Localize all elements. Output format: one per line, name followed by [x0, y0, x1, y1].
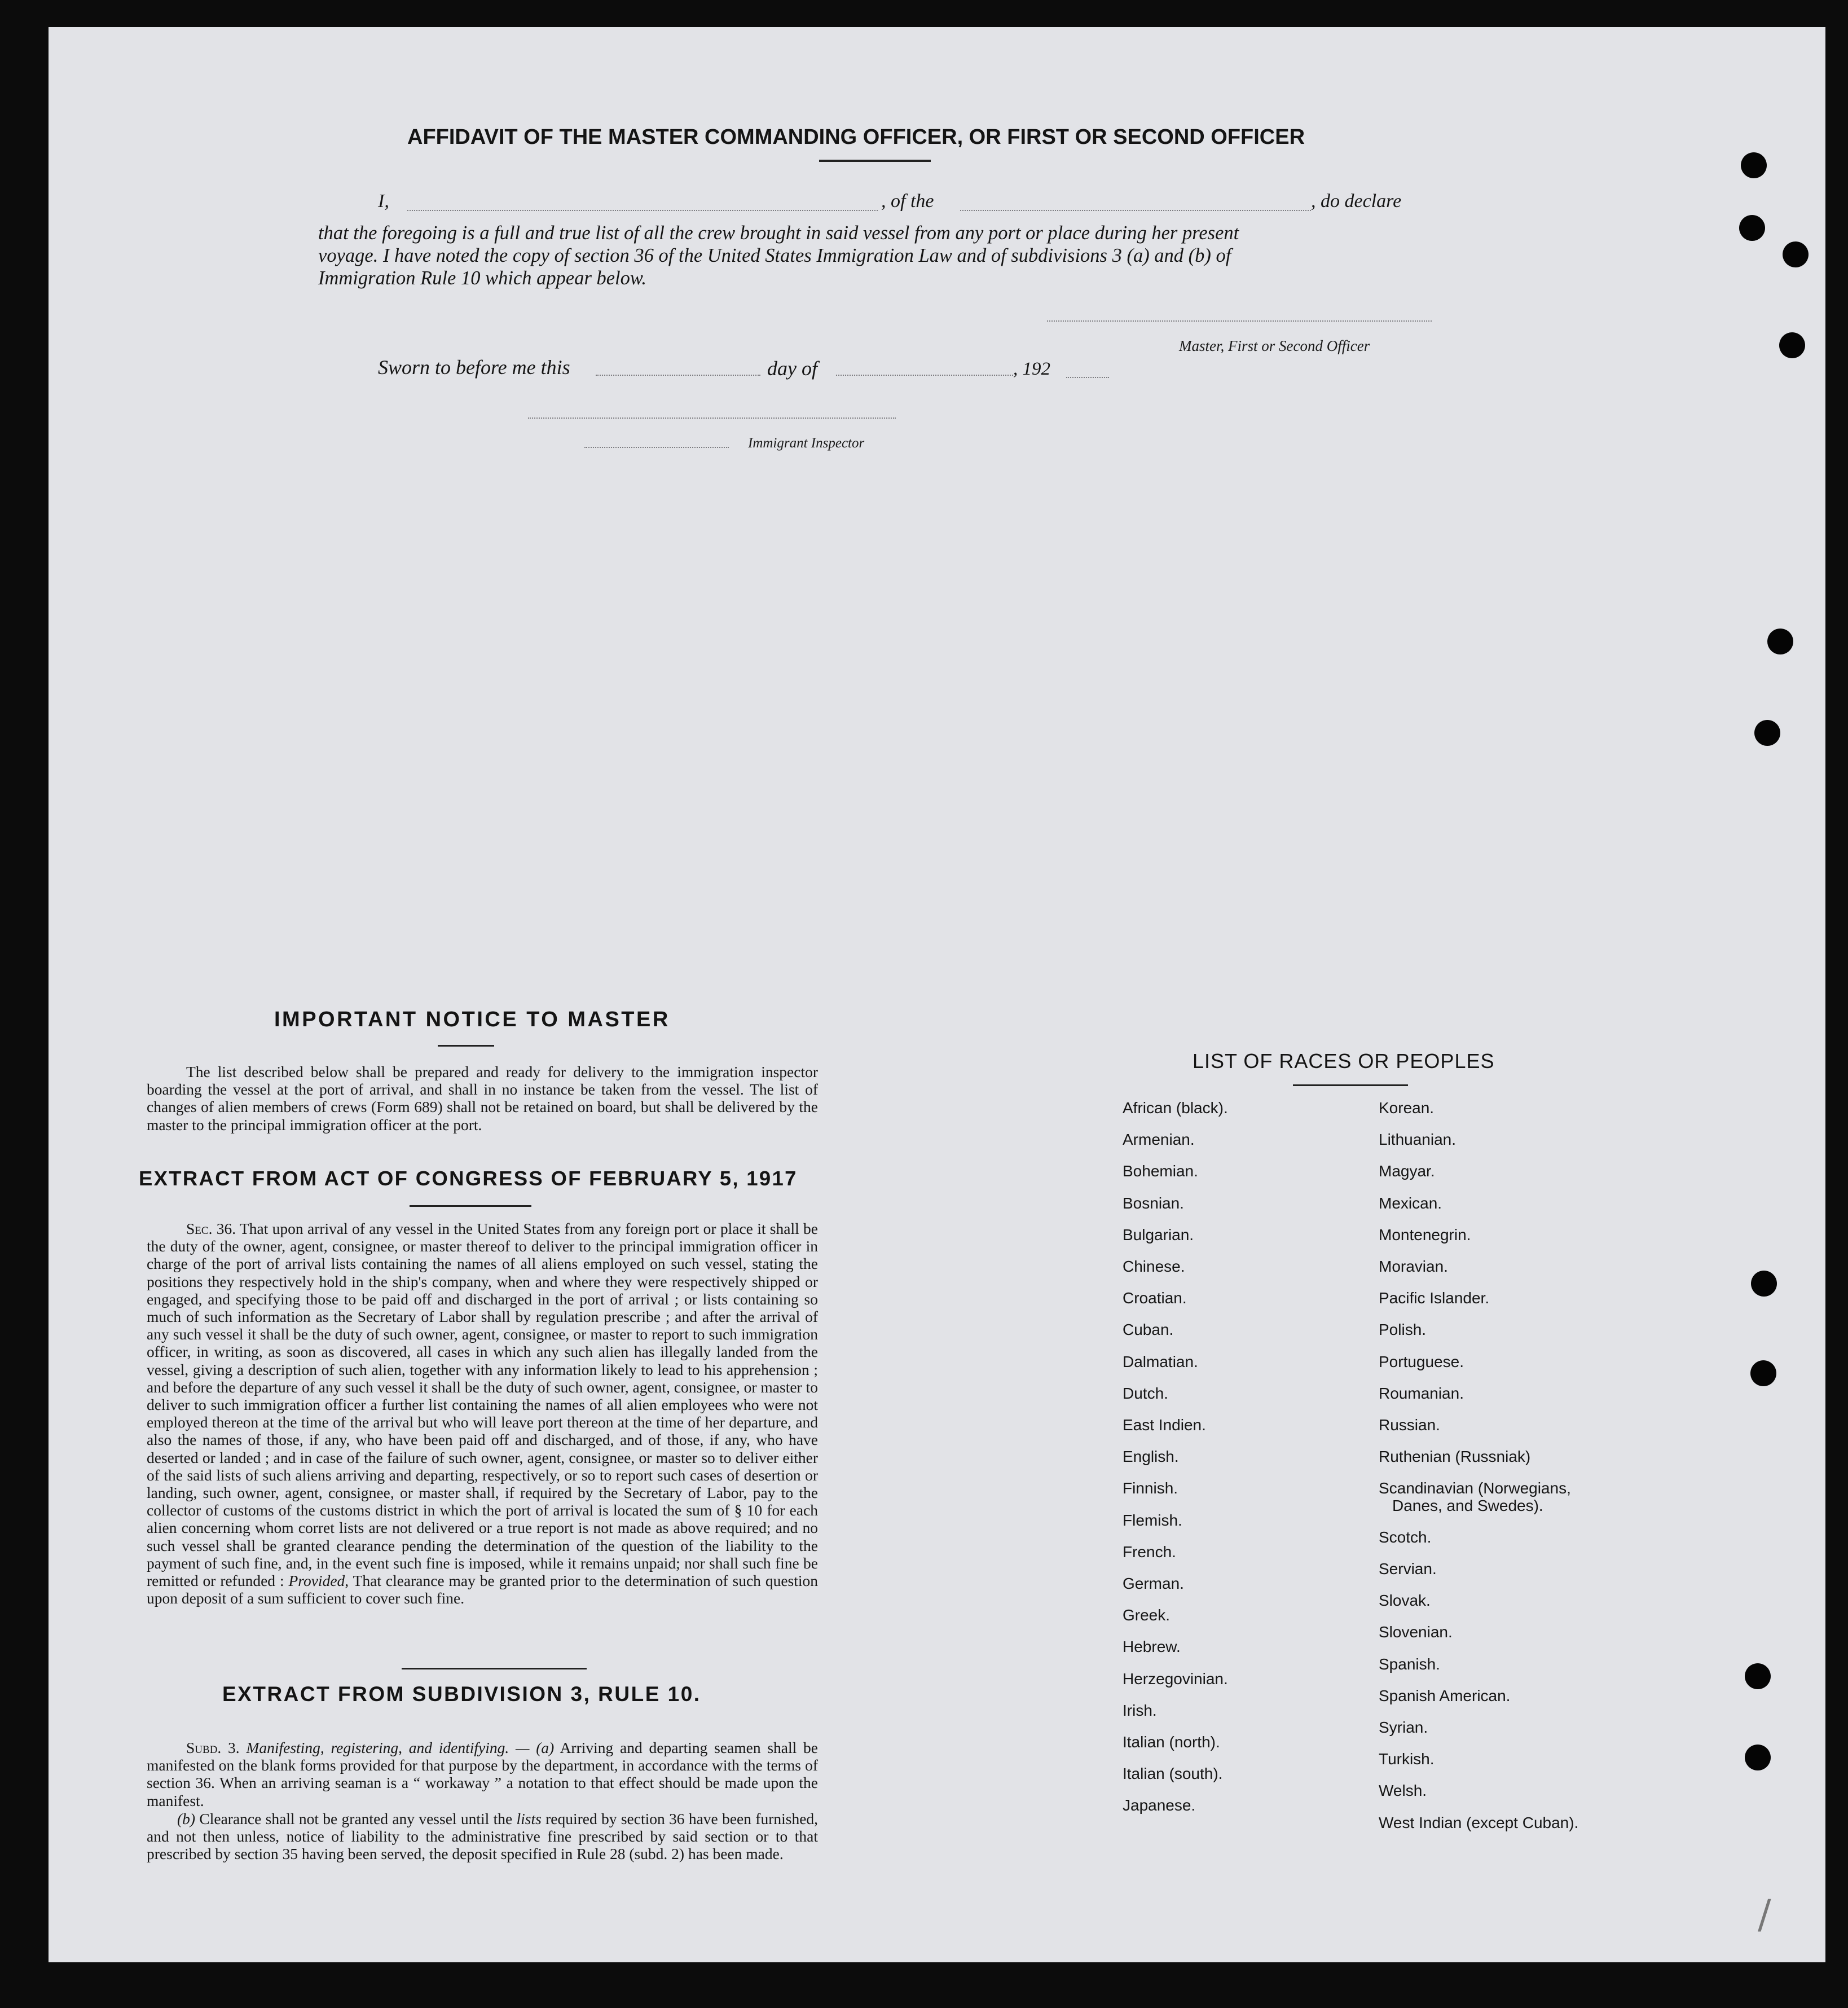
race-item: Roumanian.	[1379, 1384, 1464, 1402]
race-item: Scotch.	[1379, 1528, 1432, 1546]
section-divider	[402, 1668, 587, 1669]
sworn-day-line	[596, 375, 760, 376]
punch-hole	[1741, 152, 1767, 178]
subd-heading: Manifesting, registering, and identifying.	[246, 1739, 509, 1756]
race-item: Italian (north).	[1123, 1733, 1220, 1751]
punch-hole	[1754, 720, 1780, 746]
sworn-month-line	[836, 375, 1013, 376]
race-item: Bohemian.	[1123, 1162, 1198, 1180]
inspector-caption: Immigrant Inspector	[748, 436, 865, 451]
races-title: LIST OF RACES OR PEOPLES	[1193, 1049, 1495, 1073]
race-item: Magyar.	[1379, 1162, 1435, 1180]
subd-b-lists: lists	[516, 1810, 542, 1827]
subd-b-label: (b)	[177, 1810, 196, 1827]
affiant-label: I,	[378, 191, 389, 212]
declaration-line-2: voyage. I have noted the copy of section 36 of the United States Immigration Law and of subdivisions 3 (a) and (b) of	[318, 245, 1231, 266]
race-item: Mexican.	[1379, 1194, 1442, 1212]
race-item: Herzegovinian.	[1123, 1669, 1228, 1688]
punch-hole	[1745, 1745, 1771, 1770]
race-item: Scandinavian (Norwegians,	[1379, 1479, 1571, 1497]
subd-label: Subd. 3.	[186, 1739, 240, 1756]
subd-b-body-1: Clearance shall not be granted any vessel until the	[199, 1810, 513, 1827]
day-of-label: day of	[767, 357, 817, 380]
punch-hole	[1745, 1663, 1771, 1689]
race-item: Dutch.	[1123, 1384, 1168, 1402]
subd-a-body: Arriving and departing seamen shall be manifested on the blank forms provided for that purpose by the department, in accordance with the terms of section 36. When an arriving seaman is a “ workaway ” a notation to that effect should be made upon the manifest.	[147, 1739, 818, 1809]
subdivision-a-text	[147, 1739, 818, 1809]
race-item: West Indian (except Cuban).	[1379, 1813, 1579, 1831]
race-item: Armenian.	[1123, 1131, 1195, 1149]
act-underline	[410, 1205, 531, 1207]
margin-pencil-mark: /	[1758, 1891, 1771, 1937]
race-item: Chinese.	[1123, 1258, 1185, 1275]
race-item: Italian (south).	[1123, 1765, 1223, 1783]
race-item: Bulgarian.	[1123, 1225, 1194, 1244]
title-underline	[819, 160, 931, 162]
inspector-line-2	[584, 447, 729, 448]
race-item: Spanish American.	[1379, 1686, 1511, 1704]
race-item: Korean.	[1379, 1099, 1435, 1117]
race-item: Slovak.	[1379, 1592, 1431, 1610]
race-item: Pacific Islander.	[1379, 1289, 1490, 1307]
race-item: Moravian.	[1379, 1258, 1448, 1275]
race-item: Cuban.	[1123, 1321, 1174, 1339]
races-underline	[1293, 1084, 1408, 1086]
race-item: French.	[1123, 1543, 1176, 1561]
notice-text: The list described below shall be prepared and ready for delivery to the immigration inspector boarding the vessel at the port of arrival, and shall in no instance be taken from the vessel. The list of changes of alien members of crews (Form 689) shall not be retained on board, but shall be delivered by the master to the principal immigration officer at the port.	[147, 1063, 818, 1133]
notice-underline	[438, 1045, 494, 1047]
declaration-line-3: Immigration Rule 10 which appear below.	[318, 267, 646, 289]
race-item: Finnish.	[1123, 1479, 1178, 1497]
notice-title: IMPORTANT NOTICE TO MASTER	[274, 1008, 670, 1031]
inspector-line-1	[528, 418, 896, 419]
race-item: Servian.	[1379, 1560, 1437, 1578]
race-item: Croatian.	[1123, 1289, 1187, 1307]
race-item: Irish.	[1123, 1701, 1157, 1719]
sec-36-label: Sec. 36.	[186, 1220, 236, 1237]
race-item: Polish.	[1379, 1321, 1427, 1339]
sec-36-body: That upon arrival of any vessel in the United States from any foreign port or place it shall be the duty of the owner, agent, consignee, or master thereof to deliver to the principal immigration officer in charge of the port of arrival lists containing the names of all aliens employed on such vessel, stating the positions they respectively hold in the ship's company, when and where they were respectively shipped or engaged, and specifying those to be paid off and discharged in the port of arrival ; or lists containing so much of such information as the Secretary of Labor shall by regulation prescribe ; and after the arrival of any such vessel it shall be the duty of such owner, agent, consignee, or master to report to such immigration officer, in writing, as soon as discovered, all cases in which any such alien has illegally landed from the vessel, giving a description of such alien, together with any information likely to lead to his apprehension ; and before the departure of any such vessel it shall be the duty of such owner, agent, consignee, or master to deliver to such immigration officer a further list containing the names of all alien employees who were not employed thereon at the time of the arrival but who will leave port thereon at the time of her departure, and also the names of those, if any, who have been paid off and discharged, and of those, if any, who have deserted or landed ; and in case of the failure of such owner, agent, consignee, or master so to deliver either of the said lists of such aliens arriving and departing, respectively, or so to report such cases of desertion or landing, such owner, agent, consignee, or master shall, if required by the Secretary of Labor, pay to the collector of customs of the customs district in which the port of arrival is located the sum of § 10 for each alien concerning whom corret lists are not delivered or a true report is not made as above required; and no such vessel shall be granted clearance pending the determination of the question of the liability to the payment of such fine, and, in the event such fine is imposed, while it remains unpaid; nor shall such fine be remitted or refunded :	[147, 1220, 818, 1590]
race-item: German.	[1123, 1575, 1184, 1592]
race-item: English.	[1123, 1448, 1179, 1466]
race-item: Japanese.	[1123, 1796, 1196, 1814]
race-item: Syrian.	[1379, 1719, 1428, 1736]
race-item: Hebrew.	[1123, 1638, 1181, 1656]
race-item: Welsh.	[1379, 1782, 1427, 1800]
of-the-label: , of the	[881, 191, 934, 212]
race-item: African (black).	[1123, 1099, 1228, 1117]
race-item: Spanish.	[1379, 1655, 1440, 1673]
do-declare-label: , do declare	[1311, 191, 1402, 212]
sec-36-end: That clearance may be granted prior to the determination of such question upon deposit of a sum sufficient to cover such fine.	[147, 1572, 819, 1607]
race-item: Bosnian.	[1123, 1194, 1184, 1212]
punch-hole	[1779, 332, 1805, 358]
section-36-text	[147, 1220, 818, 1607]
race-item: Danes, and Swedes).	[1392, 1496, 1543, 1514]
affiant-name-line	[407, 210, 878, 211]
punch-hole	[1751, 1271, 1777, 1297]
race-item: Russian.	[1379, 1416, 1440, 1434]
race-item: Montenegrin.	[1379, 1225, 1471, 1244]
race-item: Greek.	[1123, 1606, 1171, 1624]
race-item: Ruthenian (Russniak)	[1379, 1448, 1531, 1466]
officer-signature-line	[1047, 320, 1432, 322]
race-item: Lithuanian.	[1379, 1131, 1457, 1149]
rule-extract-title: EXTRACT FROM SUBDIVISION 3, RULE 10.	[222, 1682, 701, 1706]
declaration-line-1: that the foregoing is a full and true list of all the crew brought in said vessel from any port or place during her present	[318, 222, 1239, 244]
subdivision-b-text	[147, 1810, 818, 1863]
subd-a-label: — (a)	[516, 1739, 555, 1756]
punch-hole	[1750, 1360, 1776, 1386]
punch-hole	[1739, 215, 1765, 241]
sworn-year-line	[1066, 377, 1109, 378]
race-item: East Indien.	[1123, 1416, 1206, 1434]
sworn-label: Sworn to before me this	[378, 356, 570, 379]
affidavit-title: AFFIDAVIT OF THE MASTER COMMANDING OFFICER, OR FIRST OR SECOND OFFICER	[407, 125, 1305, 149]
act-extract-title: EXTRACT FROM ACT OF CONGRESS OF FEBRUARY 5, 1917	[139, 1167, 798, 1190]
punch-hole	[1783, 241, 1809, 267]
race-item: Turkish.	[1379, 1750, 1435, 1768]
document-page	[49, 27, 1825, 1962]
punch-hole	[1767, 629, 1793, 654]
officer-caption: Master, First or Second Officer	[1179, 337, 1370, 354]
year-label: , 192	[1013, 359, 1050, 379]
race-item: Portuguese.	[1379, 1352, 1464, 1370]
race-item: Flemish.	[1123, 1511, 1182, 1529]
vessel-name-line	[960, 210, 1311, 211]
subd-b-body-2: required by section 36 have been furnished, and not then unless, notice of liability to the administrative fine prescribed by said section or to that prescribed by section 35 having been served, the deposit specified in Rule 28 (subd. 2) has been made.	[147, 1810, 819, 1863]
race-item: Dalmatian.	[1123, 1352, 1198, 1370]
provided-word: Provided,	[288, 1572, 349, 1590]
race-item: Slovenian.	[1379, 1623, 1453, 1641]
